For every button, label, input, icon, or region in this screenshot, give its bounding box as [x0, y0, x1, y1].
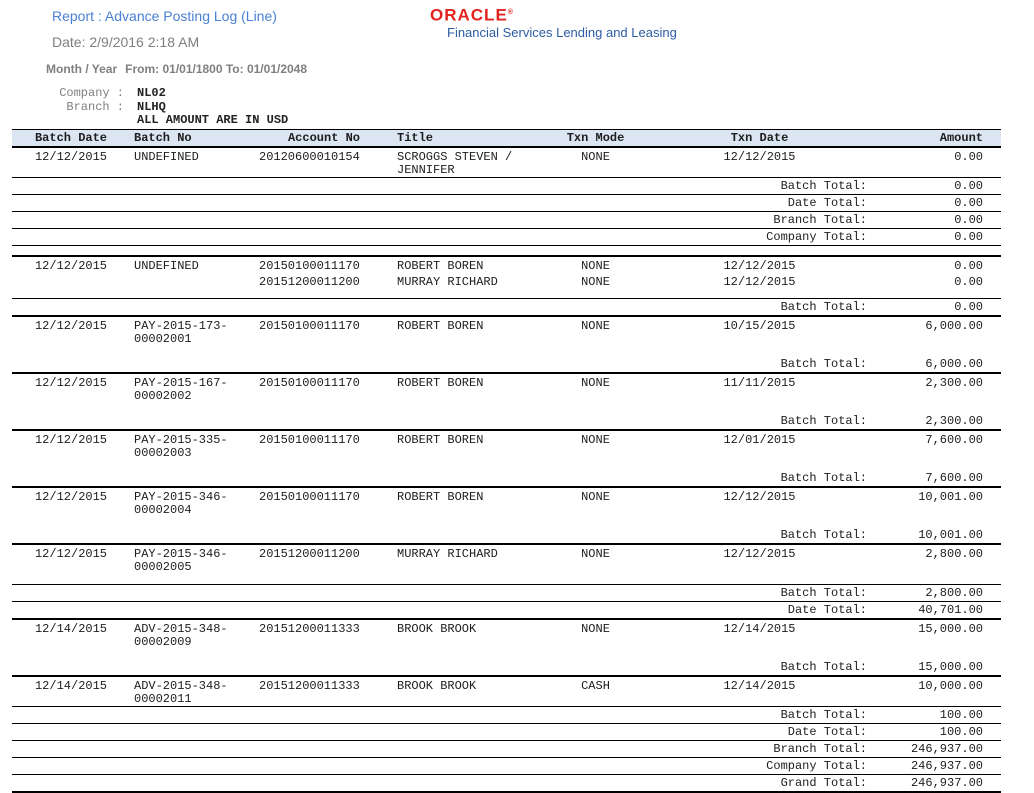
total-label: Grand Total: [12, 774, 871, 792]
total-row [12, 229, 1001, 246]
total-row [12, 706, 1001, 723]
total-amount: 40,701.00 [871, 601, 1001, 619]
cell-batch-no: PAY-2015-346- 00002005 [134, 547, 228, 574]
cell-amount: 0.00 [954, 274, 983, 289]
cell-txn-mode: NONE [581, 376, 610, 390]
column-header-batch-date: Batch Date [12, 130, 130, 148]
total-row [12, 757, 1001, 774]
column-header-txn-mode: Txn Mode [543, 130, 648, 148]
cell-account-no: 20150100011170 [259, 258, 360, 273]
total-row [12, 178, 1001, 195]
cell-txn-mode: NONE [581, 547, 610, 561]
total-row [12, 774, 1001, 792]
company-label: Company : [59, 86, 124, 100]
cell-account-no: 20151200011200 [259, 274, 360, 289]
cell-amount: 15,000.00 [918, 621, 983, 636]
spacer-row [12, 574, 1001, 584]
total-amount: 0.00 [871, 178, 1001, 195]
total-row [12, 470, 1001, 487]
cell-title: BROOK BROOK [397, 678, 477, 693]
cell-batch-date: 12/12/2015 [34, 150, 107, 164]
range-label: Month / Year [46, 62, 118, 76]
table-row [12, 620, 1001, 649]
total-row [12, 740, 1001, 757]
cell-title: MURRAY RICHARD [397, 547, 498, 561]
cell-txn-date: 12/01/2015 [723, 433, 796, 447]
cell-amount: 2,300.00 [925, 376, 983, 390]
cell-title: ROBERT BOREN [397, 490, 484, 504]
cell-batch-no: PAY-2015-335- 00002003 [134, 433, 228, 460]
report-title: Report : Advance Posting Log (Line) [52, 8, 277, 24]
total-row [12, 659, 1001, 676]
cell-title: MURRAY RICHARD [397, 274, 498, 289]
table-row [12, 374, 1001, 403]
oracle-logo [430, 5, 677, 40]
cell-batch-no: ADV-2015-348- 00002011 [134, 678, 228, 706]
oracle-wordmark [430, 5, 677, 23]
total-amount: 246,937.00 [871, 774, 1001, 792]
cell-txn-date: 12/12/2015 [723, 274, 796, 289]
cell-txn-date: 12/12/2015 [723, 258, 796, 273]
total-amount: 0.00 [871, 299, 1001, 317]
currency-note-spacer [46, 114, 124, 128]
total-row [12, 601, 1001, 619]
total-amount: 6,000.00 [925, 357, 983, 371]
table-row [12, 545, 1001, 574]
cell-batch-no: PAY-2015-346- 00002004 [134, 490, 228, 517]
currency-note: ALL AMOUNT ARE IN USD [137, 113, 289, 127]
total-label: Batch Total: [12, 299, 871, 317]
cell-amount: 0.00 [954, 258, 983, 273]
cell-txn-date: 12/14/2015 [723, 678, 796, 693]
cell-account-no: 20151200011200 [259, 547, 360, 561]
table-row [12, 147, 1001, 178]
total-amount: 7,600.00 [925, 471, 983, 485]
column-header-account-no: Account No [255, 130, 393, 148]
cell-amount: 0.00 [954, 150, 983, 164]
cell-txn-date: 12/12/2015 [723, 150, 796, 164]
branch-value: NLHQ [137, 99, 166, 114]
cell-account-no: 20150100011170 [259, 319, 360, 333]
total-label: Company Total: [12, 757, 871, 774]
cell-batch-no: ADV-2015-348- 00002009 [134, 621, 228, 649]
column-header-amount: Amount [871, 130, 1001, 148]
column-header-txn-date: Txn Date [648, 130, 871, 148]
cell-batch-date: 12/12/2015 [34, 319, 107, 333]
spacer-row [12, 346, 1001, 356]
total-amount: 0.00 [871, 212, 1001, 229]
column-header-title: Title [393, 130, 543, 148]
oracle-tagline: Financial Services Lending and Leasing [447, 24, 677, 40]
cell-account-no: 20150100011170 [259, 490, 360, 504]
total-amount: 2,800.00 [871, 584, 1001, 601]
total-row [12, 356, 1001, 373]
total-amount: 246,937.00 [871, 740, 1001, 757]
cell-title: ROBERT BOREN [397, 319, 484, 333]
cell-title: ROBERT BOREN [397, 376, 484, 390]
cell-title: ROBERT BOREN [397, 258, 484, 273]
total-label: Batch Total: [12, 178, 871, 195]
cell-txn-mode: NONE [581, 150, 610, 164]
total-amount: 100.00 [871, 723, 1001, 740]
report-table-body [12, 147, 1001, 792]
total-amount: 246,937.00 [871, 757, 1001, 774]
spacer-row [12, 246, 1001, 256]
oracle-brand-text: ORACLE [430, 5, 508, 25]
company-value: NL02 [137, 86, 166, 100]
cell-batch-date: 12/12/2015 [34, 547, 107, 561]
total-label: Batch Total: [780, 471, 867, 485]
cell-account-no: 20151200011333 [259, 678, 360, 693]
total-amount: 15,000.00 [918, 659, 983, 674]
cell-txn-mode: NONE [581, 621, 610, 636]
total-row [12, 212, 1001, 229]
cell-batch-date: 12/14/2015 [34, 621, 107, 636]
cell-batch-no: UNDEFINED [134, 258, 199, 273]
posting-log-table [12, 129, 1001, 793]
total-amount: 2,300.00 [925, 414, 983, 428]
total-row [12, 527, 1001, 544]
total-label: Batch Total: [12, 584, 871, 601]
cell-account-no: 20151200011333 [259, 621, 360, 636]
total-row [12, 584, 1001, 601]
cell-txn-mode: NONE [581, 274, 610, 289]
branch-row [46, 101, 288, 115]
cell-account-no: 20150100011170 [259, 376, 360, 390]
cell-txn-mode: NONE [581, 490, 610, 504]
cell-amount: 2,800.00 [925, 547, 983, 561]
cell-txn-mode: NONE [581, 433, 610, 447]
company-row [46, 87, 288, 101]
report-date: Date: 2/9/2016 2:18 AM [52, 34, 200, 50]
cell-txn-mode: NONE [581, 258, 610, 273]
cell-batch-no: PAY-2015-167- 00002002 [134, 376, 228, 403]
cell-amount: 6,000.00 [925, 319, 983, 333]
cell-batch-date: 12/12/2015 [34, 490, 107, 504]
cell-title: ROBERT BOREN [397, 433, 484, 447]
total-amount: 0.00 [871, 229, 1001, 246]
cell-txn-date: 12/14/2015 [723, 621, 796, 636]
cell-txn-date: 12/12/2015 [723, 547, 796, 561]
cell-batch-date: 12/14/2015 [34, 678, 107, 693]
total-row [12, 413, 1001, 430]
spacer-row [12, 460, 1001, 470]
total-label: Batch Total: [12, 706, 871, 723]
cell-account-no: 20120600010154 [259, 150, 360, 164]
cell-amount: 10,000.00 [918, 678, 983, 693]
cell-batch-date: 12/12/2015 [34, 433, 107, 447]
currency-note-row [46, 114, 288, 128]
total-label: Date Total: [12, 195, 871, 212]
cell-batch-no [130, 273, 255, 289]
cell-amount: 10,001.00 [918, 490, 983, 504]
cell-batch-no: UNDEFINED [134, 150, 199, 164]
total-amount: 10,001.00 [918, 528, 983, 542]
total-label: Batch Total: [780, 357, 867, 371]
total-label: Company Total: [12, 229, 871, 246]
month-year-range [46, 62, 307, 76]
table-row [12, 488, 1001, 517]
spacer-row [12, 403, 1001, 413]
total-row [12, 723, 1001, 740]
spacer-row [12, 649, 1001, 659]
company-block [46, 87, 288, 128]
total-label: Batch Total: [780, 528, 867, 542]
range-value: From: 01/01/1800 To: 01/01/2048 [125, 62, 308, 76]
table-row [12, 677, 1001, 707]
cell-title: SCROGGS STEVEN / JENNIFER [397, 150, 513, 177]
cell-batch-date [12, 273, 130, 289]
cell-txn-mode: CASH [581, 678, 610, 693]
cell-title: BROOK BROOK [397, 621, 477, 636]
table-header-row [12, 130, 1001, 148]
total-amount: 100.00 [871, 706, 1001, 723]
registered-mark-icon: ® [507, 9, 513, 16]
spacer-row [12, 517, 1001, 527]
cell-amount: 7,600.00 [925, 433, 983, 447]
total-label: Batch Total: [780, 414, 867, 428]
table-row [12, 273, 1001, 289]
cell-batch-date: 12/12/2015 [34, 376, 107, 390]
table-row [12, 431, 1001, 460]
total-label: Branch Total: [12, 740, 871, 757]
cell-txn-date: 10/15/2015 [723, 319, 796, 333]
table-row [12, 317, 1001, 346]
cell-txn-date: 11/11/2015 [723, 376, 796, 390]
cell-batch-date: 12/12/2015 [34, 258, 107, 273]
branch-label: Branch : [66, 99, 124, 114]
cell-batch-no: PAY-2015-173- 00002001 [134, 319, 228, 346]
total-amount: 0.00 [871, 195, 1001, 212]
total-row [12, 195, 1001, 212]
total-label: Batch Total: [780, 659, 867, 674]
total-label: Branch Total: [12, 212, 871, 229]
cell-txn-mode: NONE [581, 319, 610, 333]
total-row [12, 299, 1001, 317]
total-label: Date Total: [12, 723, 871, 740]
spacer-row [12, 289, 1001, 299]
cell-txn-date: 12/12/2015 [723, 490, 796, 504]
column-header-batch-no: Batch No [130, 130, 255, 148]
cell-account-no: 20150100011170 [259, 433, 360, 447]
table-row [12, 257, 1001, 273]
total-label: Date Total: [12, 601, 871, 619]
